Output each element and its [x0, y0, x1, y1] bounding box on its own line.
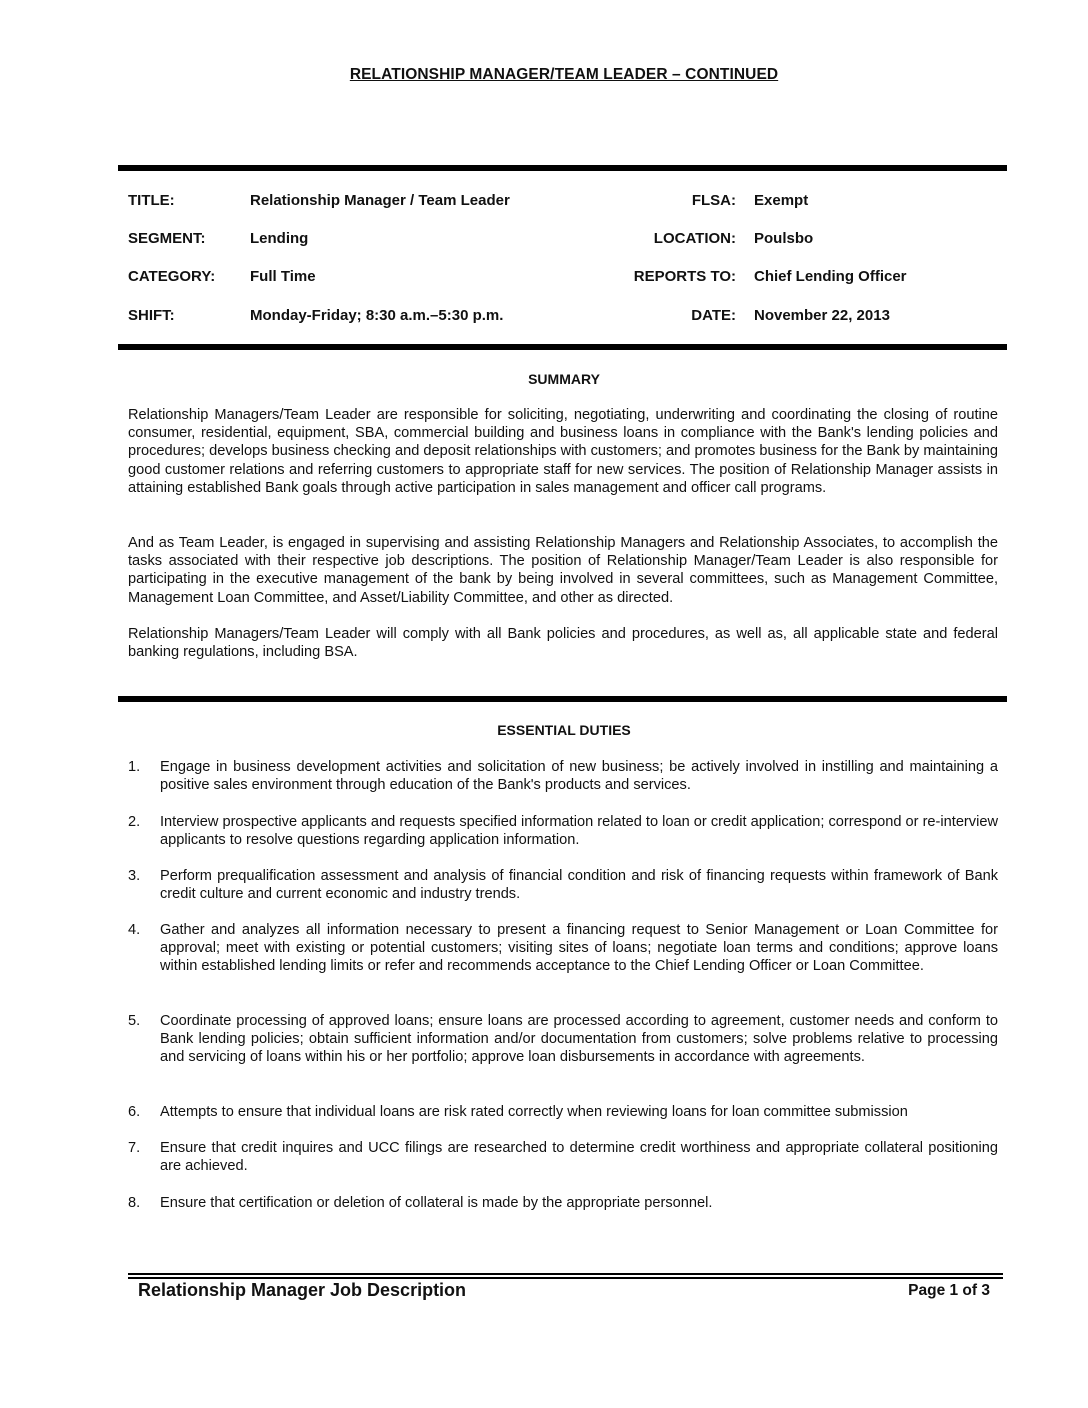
info-row-segment	[0, 230, 1088, 252]
info-row-shift	[0, 307, 1088, 329]
duty-text: Attempts to ensure that individual loans are risk rated correctly when reviewing loans for loan committee submission	[160, 1104, 908, 1120]
duty-number: 3.	[128, 868, 141, 884]
duty-text: Coordinate processing of approved loans; ensure loans are processed according to agreement, customer needs and conform to Bank lending policies; obtain sufficient information and/or documentation from customers; solve problems relative to processing and servicing of loans within his or her portfolio; approve loan disbursements in accordance with agreements.	[160, 1013, 998, 1066]
duty-number: 6.	[128, 1104, 141, 1120]
location-value: Poulsbo	[754, 230, 814, 247]
footer-document-title: Relationship Manager Job Description	[138, 1280, 467, 1300]
category-value: Full Time	[250, 268, 316, 285]
top-divider	[118, 165, 1007, 171]
reports-to-value: Chief Lending Officer	[754, 268, 907, 285]
location-label: LOCATION:	[653, 230, 736, 247]
duty-number: 1.	[128, 759, 141, 775]
duty-number: 7.	[128, 1140, 141, 1156]
date-value: November 22, 2013	[754, 307, 890, 324]
date-label: DATE:	[691, 307, 736, 324]
shift-label: SHIFT:	[128, 307, 175, 324]
flsa-label: FLSA:	[691, 192, 736, 209]
duty-text: Gather and analyzes all information necessary to present a financing request to Senior Management or Loan Committee for approval; meet with existing or potential customers; visiting sites of loans; negotiate loan terms and conditions; approve loans within established lending limits or refer and recommends acceptance to the Chief Lending Officer or Loan Committee.	[160, 922, 998, 975]
duty-number: 4.	[128, 922, 141, 938]
summary-paragraph-2: And as Team Leader, is engaged in supervising and assisting Relationship Managers and Relationship Associates, to accomplish the tasks associated with their respective job descriptions. The position of Relationship Manager/Team Leader is also responsible for participating in the executive management of the bank by being involved in several committees, such as Management Committee, Management Loan Committee, and Asset/Liability Committee, and other as directed.	[128, 535, 998, 606]
summary-heading: SUMMARY	[528, 371, 600, 387]
essential-duties-heading: ESSENTIAL DUTIES	[497, 722, 631, 738]
duty-text: Perform prequalification assessment and analysis of financial condition and risk of financing requests within framework of Bank credit culture and current economic and industry trends.	[160, 868, 998, 903]
duty-number: 5.	[128, 1013, 141, 1029]
reports-to-label: REPORTS TO:	[633, 268, 736, 285]
duty-text: Engage in business development activities and solicitation of new business; be actively involved in instilling and maintaining a positive sales environment through education of the Bank's products and services.	[160, 759, 998, 794]
duty-text: Interview prospective applicants and requests specified information related to loan or credit application; correspond or re-interview applicants to resolve questions regarding application information.	[160, 814, 998, 849]
summary-paragraph-1: Relationship Managers/Team Leader are responsible for soliciting, negotiating, underwriting and coordinating the closing of routine consumer, residential, equipment, SBA, commercial building and business loans in compliance with the Bank's lending policies and procedures; develops business checking and deposit relationships with customers; and promotes business for the Bank by maintaining good customer relations and referring customers to appropriate staff for new services. The position of Relationship Manager assists in attaining established Bank goals through active participation in sales management and officer call programs.	[128, 407, 998, 496]
page-header-title: RELATIONSHIP MANAGER/TEAM LEADER – CONTINUED	[349, 66, 779, 83]
category-label: CATEGORY:	[128, 268, 216, 285]
segment-value: Lending	[250, 230, 309, 247]
duty-text: Ensure that credit inquires and UCC filings are researched to determine credit worthiness and appropriate collateral positioning are achieved.	[160, 1140, 998, 1175]
info-row-category	[0, 268, 1088, 290]
footer-page-number: Page 1 of 3	[908, 1282, 990, 1299]
flsa-value: Exempt	[754, 192, 809, 209]
title-value: Relationship Manager / Team Leader	[250, 192, 510, 209]
footer-divider	[128, 1273, 1003, 1275]
info-row-title	[0, 192, 1088, 214]
summary-paragraph-3: Relationship Managers/Team Leader will comply with all Bank policies and procedures, as well as, all applicable state and federal banking regulations, including BSA.	[128, 626, 998, 661]
footer-divider-inner	[128, 1277, 1003, 1279]
segment-label: SEGMENT:	[128, 230, 206, 247]
summary-divider	[118, 696, 1007, 702]
shift-value: Monday-Friday; 8:30 a.m.–5:30 p.m.	[250, 307, 504, 324]
duty-number: 2.	[128, 814, 141, 830]
duty-number: 8.	[128, 1195, 141, 1211]
info-divider	[118, 344, 1007, 350]
title-label: TITLE:	[128, 192, 175, 209]
duty-text: Ensure that certification or deletion of collateral is made by the appropriate personnel.	[160, 1195, 713, 1211]
